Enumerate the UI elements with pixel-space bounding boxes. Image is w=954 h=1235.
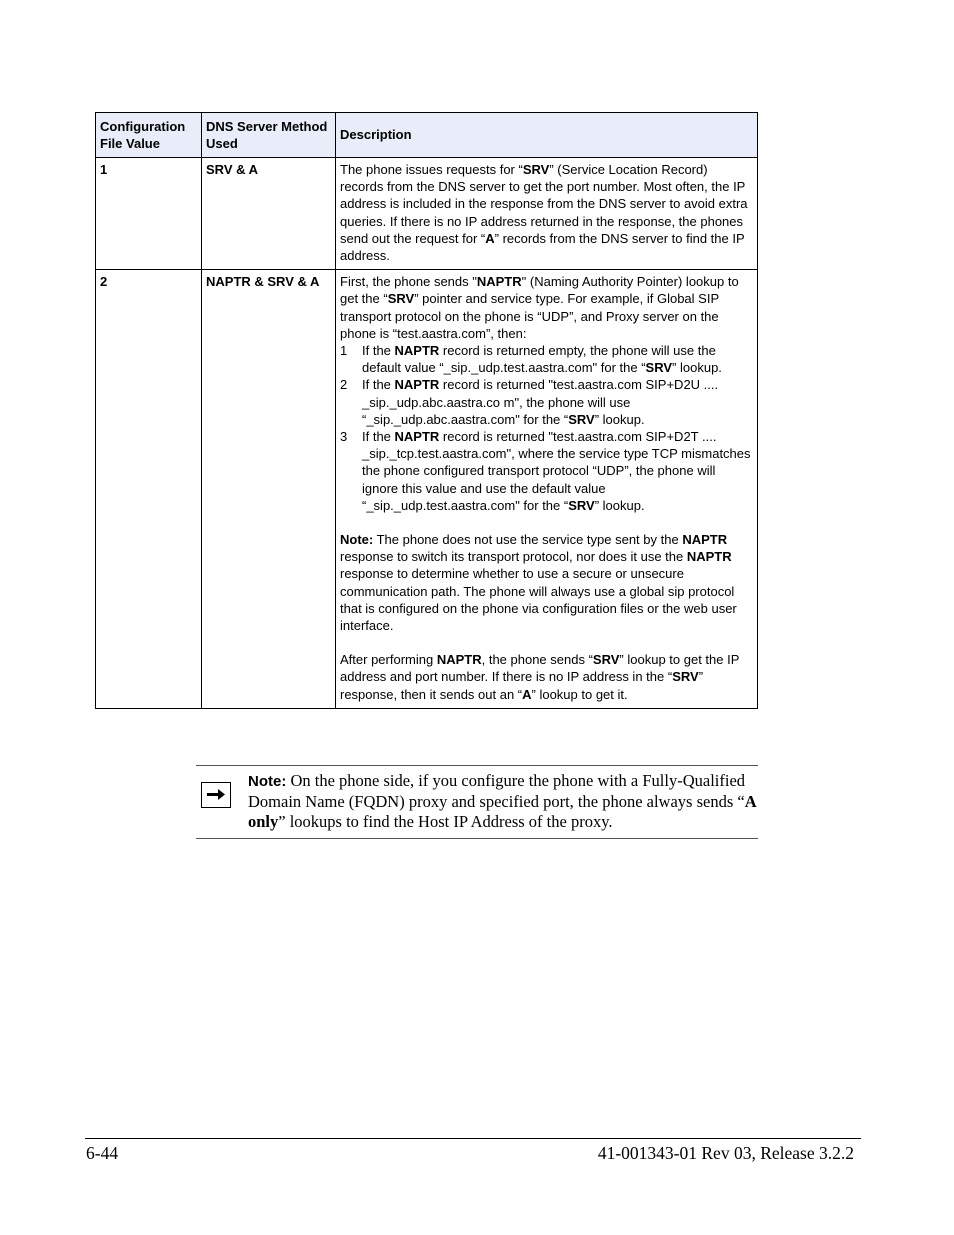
note-label: Note:	[340, 532, 374, 548]
document-id: 41-001343-01 Rev 03, Release 3.2.2	[597, 1143, 854, 1163]
list-item	[340, 376, 753, 428]
header-description: Description	[336, 113, 758, 158]
note-callout-text	[248, 771, 758, 832]
note-text-part: On the phone side, if you configure the phone with a Fully-Qualified Domain Name (FQDN) proxy and specified port, the phone always sends “	[248, 771, 746, 811]
table-row	[96, 270, 758, 709]
note-callout	[196, 765, 758, 839]
list-item	[340, 428, 753, 514]
header-config-value: Configuration File Value	[96, 113, 202, 158]
description-intro: First, the phone sends "NAPTR" (Naming Authority Pointer) lookup to get the “SRV” pointer and service type. For example, if Global SIP transport protocol on the phone is “UDP”, and Proxy server on the phone is “test.aastra.com”, then:	[340, 274, 739, 341]
row-value: 2	[96, 270, 202, 709]
step-text: If the NAPTR record is returned "test.aastra.com SIP+D2T .... _sip._tcp.test.aastra.com", where the service type TCP mismatches the phone configured transport protocol “UDP”, the phone will ignore this value and use the default value “_sip._udp.test.aastra.com" for the “SRV” lookup.	[362, 429, 751, 513]
footer-divider	[85, 1138, 861, 1139]
list-item	[340, 342, 753, 376]
row-method: NAPTR & SRV & A	[202, 270, 336, 709]
note-text: The phone does not use the service type sent by the NAPTR response to switch its transport protocol, nor does it use the NAPTR response to determine whether to use a secure or unsecure communication path. The phone will always use a global sip protocol that is configured on the phone via configuration files or the web user interface.	[340, 532, 737, 634]
table-header-row	[96, 113, 758, 158]
dns-config-table	[95, 112, 758, 709]
note-text-part: ” lookups to find the Host IP Address of the proxy.	[278, 812, 613, 831]
note-text-bold: A only	[248, 792, 756, 831]
lookup-steps-list	[340, 342, 753, 514]
description-after: After performing NAPTR, the phone sends “SRV” lookup to get the IP address and port number. If there is no IP address in the “SRV” response, then it sends out an “A” lookup to get it.	[340, 652, 740, 702]
step-number: 2	[340, 377, 348, 393]
step-number: 3	[340, 429, 348, 445]
header-dns-method: DNS Server Method Used	[202, 113, 336, 158]
description-note	[340, 531, 753, 634]
table-row	[96, 158, 758, 270]
note-callout-label: Note:	[248, 773, 287, 790]
page-number: 6-44	[86, 1143, 119, 1163]
row-description: The phone issues requests for “SRV” (Service Location Record) records from the DNS server to get the port number. Most often, the IP address is included in the response from the DNS server to avoid extra queries. If there is no IP address returned in the response, the phones send out the request for “A” records from the DNS server to find the IP address.	[336, 158, 758, 270]
step-text: If the NAPTR record is returned empty, the phone will use the default value “_sip._udp.test.aastra.com" for the “SRV” lookup.	[362, 343, 722, 376]
arrow-right-icon	[201, 782, 231, 808]
step-text: If the NAPTR record is returned "test.aastra.com SIP+D2U .... _sip._udp.abc.aastra.co m", the phone will use “_sip._udp.abc.aastra.com" for the “SRV” lookup.	[362, 377, 719, 427]
step-number: 1	[340, 343, 348, 359]
row-description	[336, 270, 758, 709]
row-value: 1	[96, 158, 202, 270]
row-method: SRV & A	[202, 158, 336, 270]
